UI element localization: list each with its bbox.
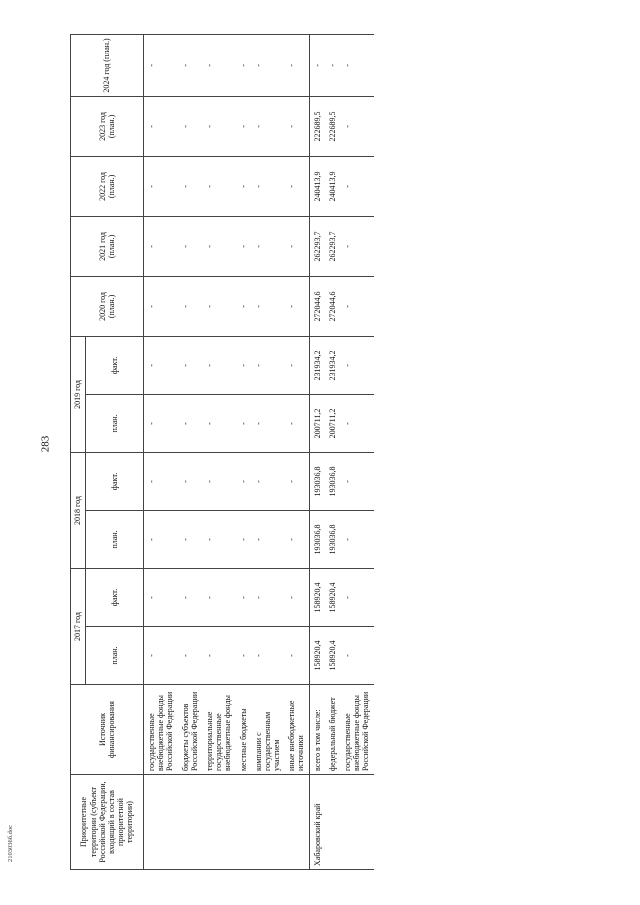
cell-value: 200711,2 [309, 394, 325, 452]
cell-value: - [340, 276, 374, 336]
cell-value: - [202, 510, 236, 568]
cell-value: - [251, 216, 285, 276]
cell-value: - [178, 452, 202, 510]
cell-value: - [284, 510, 309, 568]
cell-value: - [202, 276, 236, 336]
cell-source: федеральный бюджет [325, 685, 340, 775]
cell-value: - [202, 394, 236, 452]
cell-value: - [284, 276, 309, 336]
page-number: 283 [39, 435, 52, 453]
header-2018-plan: план. [86, 510, 144, 568]
cell-territory [236, 775, 251, 870]
table-row [202, 34, 236, 869]
cell-value: - [251, 96, 285, 156]
cell-value: 231934,2 [309, 336, 325, 394]
cell-value: - [340, 452, 374, 510]
cell-value: - [340, 34, 374, 96]
cell-source: всего в том числе: [309, 685, 325, 775]
cell-value: - [340, 510, 374, 568]
cell-value: 158920,4 [309, 568, 325, 626]
cell-source: компании с государственным участием [251, 685, 285, 775]
cell-value: - [144, 627, 178, 685]
cell-source: государственные внебюджетные фонды Российской Федерации [144, 685, 178, 775]
cell-value: - [236, 510, 251, 568]
table-row [340, 34, 374, 869]
cell-territory: Хабаровский край [309, 775, 325, 870]
cell-value: - [284, 34, 309, 96]
table-row [144, 34, 178, 869]
header-2019-plan: план. [86, 394, 144, 452]
header-year-2017: 2017 год [71, 568, 86, 684]
cell-value: - [340, 336, 374, 394]
cell-value: - [178, 96, 202, 156]
cell-value: - [284, 568, 309, 626]
cell-value: - [236, 336, 251, 394]
cell-territory [325, 775, 340, 870]
cell-value: - [236, 156, 251, 216]
cell-value: 272044,6 [325, 276, 340, 336]
cell-value: - [144, 336, 178, 394]
cell-territory [144, 775, 178, 870]
header-2021: 2021 год (план.) [71, 216, 144, 276]
cell-value: - [202, 568, 236, 626]
cell-value: - [236, 394, 251, 452]
cell-value: - [202, 336, 236, 394]
cell-value: - [236, 216, 251, 276]
cell-value: - [284, 452, 309, 510]
header-year-2019: 2019 год [71, 336, 86, 452]
cell-value: - [251, 156, 285, 216]
cell-value: - [202, 96, 236, 156]
cell-value: - [251, 568, 285, 626]
header-2024: 2024 год (план.) [71, 34, 144, 96]
cell-source: местные бюджеты [236, 685, 251, 775]
cell-value: - [340, 96, 374, 156]
cell-value: - [236, 568, 251, 626]
cell-value: 231934,2 [325, 336, 340, 394]
table-row [309, 34, 325, 869]
cell-value: - [144, 510, 178, 568]
cell-value: - [251, 510, 285, 568]
cell-value: - [178, 216, 202, 276]
cell-value: - [202, 34, 236, 96]
cell-value: 158920,4 [325, 568, 340, 626]
cell-value: - [144, 96, 178, 156]
cell-value: 158920,4 [309, 627, 325, 685]
table-body [144, 34, 374, 869]
cell-value: 200711,2 [325, 394, 340, 452]
cell-value: 222689,5 [325, 96, 340, 156]
cell-value: - [202, 452, 236, 510]
cell-value: - [340, 627, 374, 685]
cell-value: - [236, 34, 251, 96]
cell-value: - [178, 510, 202, 568]
cell-value: - [309, 34, 325, 96]
header-year-2018: 2018 год [71, 452, 86, 568]
header-2023: 2023 год (план.) [71, 96, 144, 156]
cell-value: 193036,8 [309, 510, 325, 568]
cell-territory [202, 775, 236, 870]
table-row [284, 34, 309, 869]
cell-value: - [144, 276, 178, 336]
cell-value: - [340, 394, 374, 452]
cell-value: - [178, 394, 202, 452]
cell-value: - [236, 276, 251, 336]
cell-value: - [284, 156, 309, 216]
header-2019-fact: факт. [86, 336, 144, 394]
cell-source: государственные внебюджетные фонды Российской Федерации [340, 685, 374, 775]
cell-value: - [178, 156, 202, 216]
cell-territory [178, 775, 202, 870]
cell-value: - [251, 34, 285, 96]
document-code: 2103036б.doc [7, 824, 15, 863]
header-territory: Приоритетные территории (субъект Российской Федерации, входящий в состав приоритетной территории) [71, 775, 144, 870]
cell-value: - [251, 627, 285, 685]
cell-value: 158920,4 [325, 627, 340, 685]
cell-territory [251, 775, 285, 870]
cell-value: - [178, 336, 202, 394]
header-2017-plan: план. [86, 627, 144, 685]
cell-value: 193036,8 [325, 452, 340, 510]
table-row [251, 34, 285, 869]
cell-value: 272044,6 [309, 276, 325, 336]
table-header [71, 34, 144, 869]
cell-value: - [340, 216, 374, 276]
cell-value: - [340, 568, 374, 626]
cell-value: - [251, 336, 285, 394]
cell-source: бюджеты субъектов Российской Федерации [178, 685, 202, 775]
cell-value: - [178, 627, 202, 685]
cell-value: - [178, 276, 202, 336]
cell-source: иные внебюджетные источники [284, 685, 309, 775]
cell-value: 193036,8 [309, 452, 325, 510]
cell-territory [284, 775, 309, 870]
cell-value: - [284, 336, 309, 394]
header-2020: 2020 год (план.) [71, 276, 144, 336]
cell-value: - [202, 627, 236, 685]
cell-value: - [340, 156, 374, 216]
cell-value: - [144, 156, 178, 216]
cell-value: - [178, 34, 202, 96]
cell-value: - [202, 156, 236, 216]
cell-value: - [284, 627, 309, 685]
cell-value: 262293,7 [325, 216, 340, 276]
cell-value: - [144, 216, 178, 276]
cell-value: - [251, 276, 285, 336]
table-row [325, 34, 340, 869]
header-2017-fact: факт. [86, 568, 144, 626]
cell-value: - [325, 34, 340, 96]
header-2018-fact: факт. [86, 452, 144, 510]
cell-value: - [236, 452, 251, 510]
cell-value: 240413,9 [325, 156, 340, 216]
cell-value: 193036,8 [325, 510, 340, 568]
cell-value: - [144, 394, 178, 452]
cell-source: территориальные государственные внебюджетные фонды [202, 685, 236, 775]
cell-territory [340, 775, 374, 870]
cell-value: - [284, 216, 309, 276]
financing-table [70, 34, 374, 870]
cell-value: - [178, 568, 202, 626]
cell-value: - [284, 394, 309, 452]
header-2022: 2022 год (план.) [71, 156, 144, 216]
cell-value: 222689,5 [309, 96, 325, 156]
cell-value: - [236, 96, 251, 156]
cell-value: - [202, 216, 236, 276]
table-row [178, 34, 202, 869]
cell-value: - [251, 452, 285, 510]
cell-value: - [144, 452, 178, 510]
cell-value: - [284, 96, 309, 156]
cell-value: 240413,9 [309, 156, 325, 216]
cell-value: - [236, 627, 251, 685]
rotated-table-container [70, 35, 570, 870]
cell-value: - [144, 34, 178, 96]
table-row [236, 34, 251, 869]
cell-value: 262293,7 [309, 216, 325, 276]
header-source: Источник финансирования [71, 685, 144, 775]
cell-value: - [251, 394, 285, 452]
cell-value: - [144, 568, 178, 626]
